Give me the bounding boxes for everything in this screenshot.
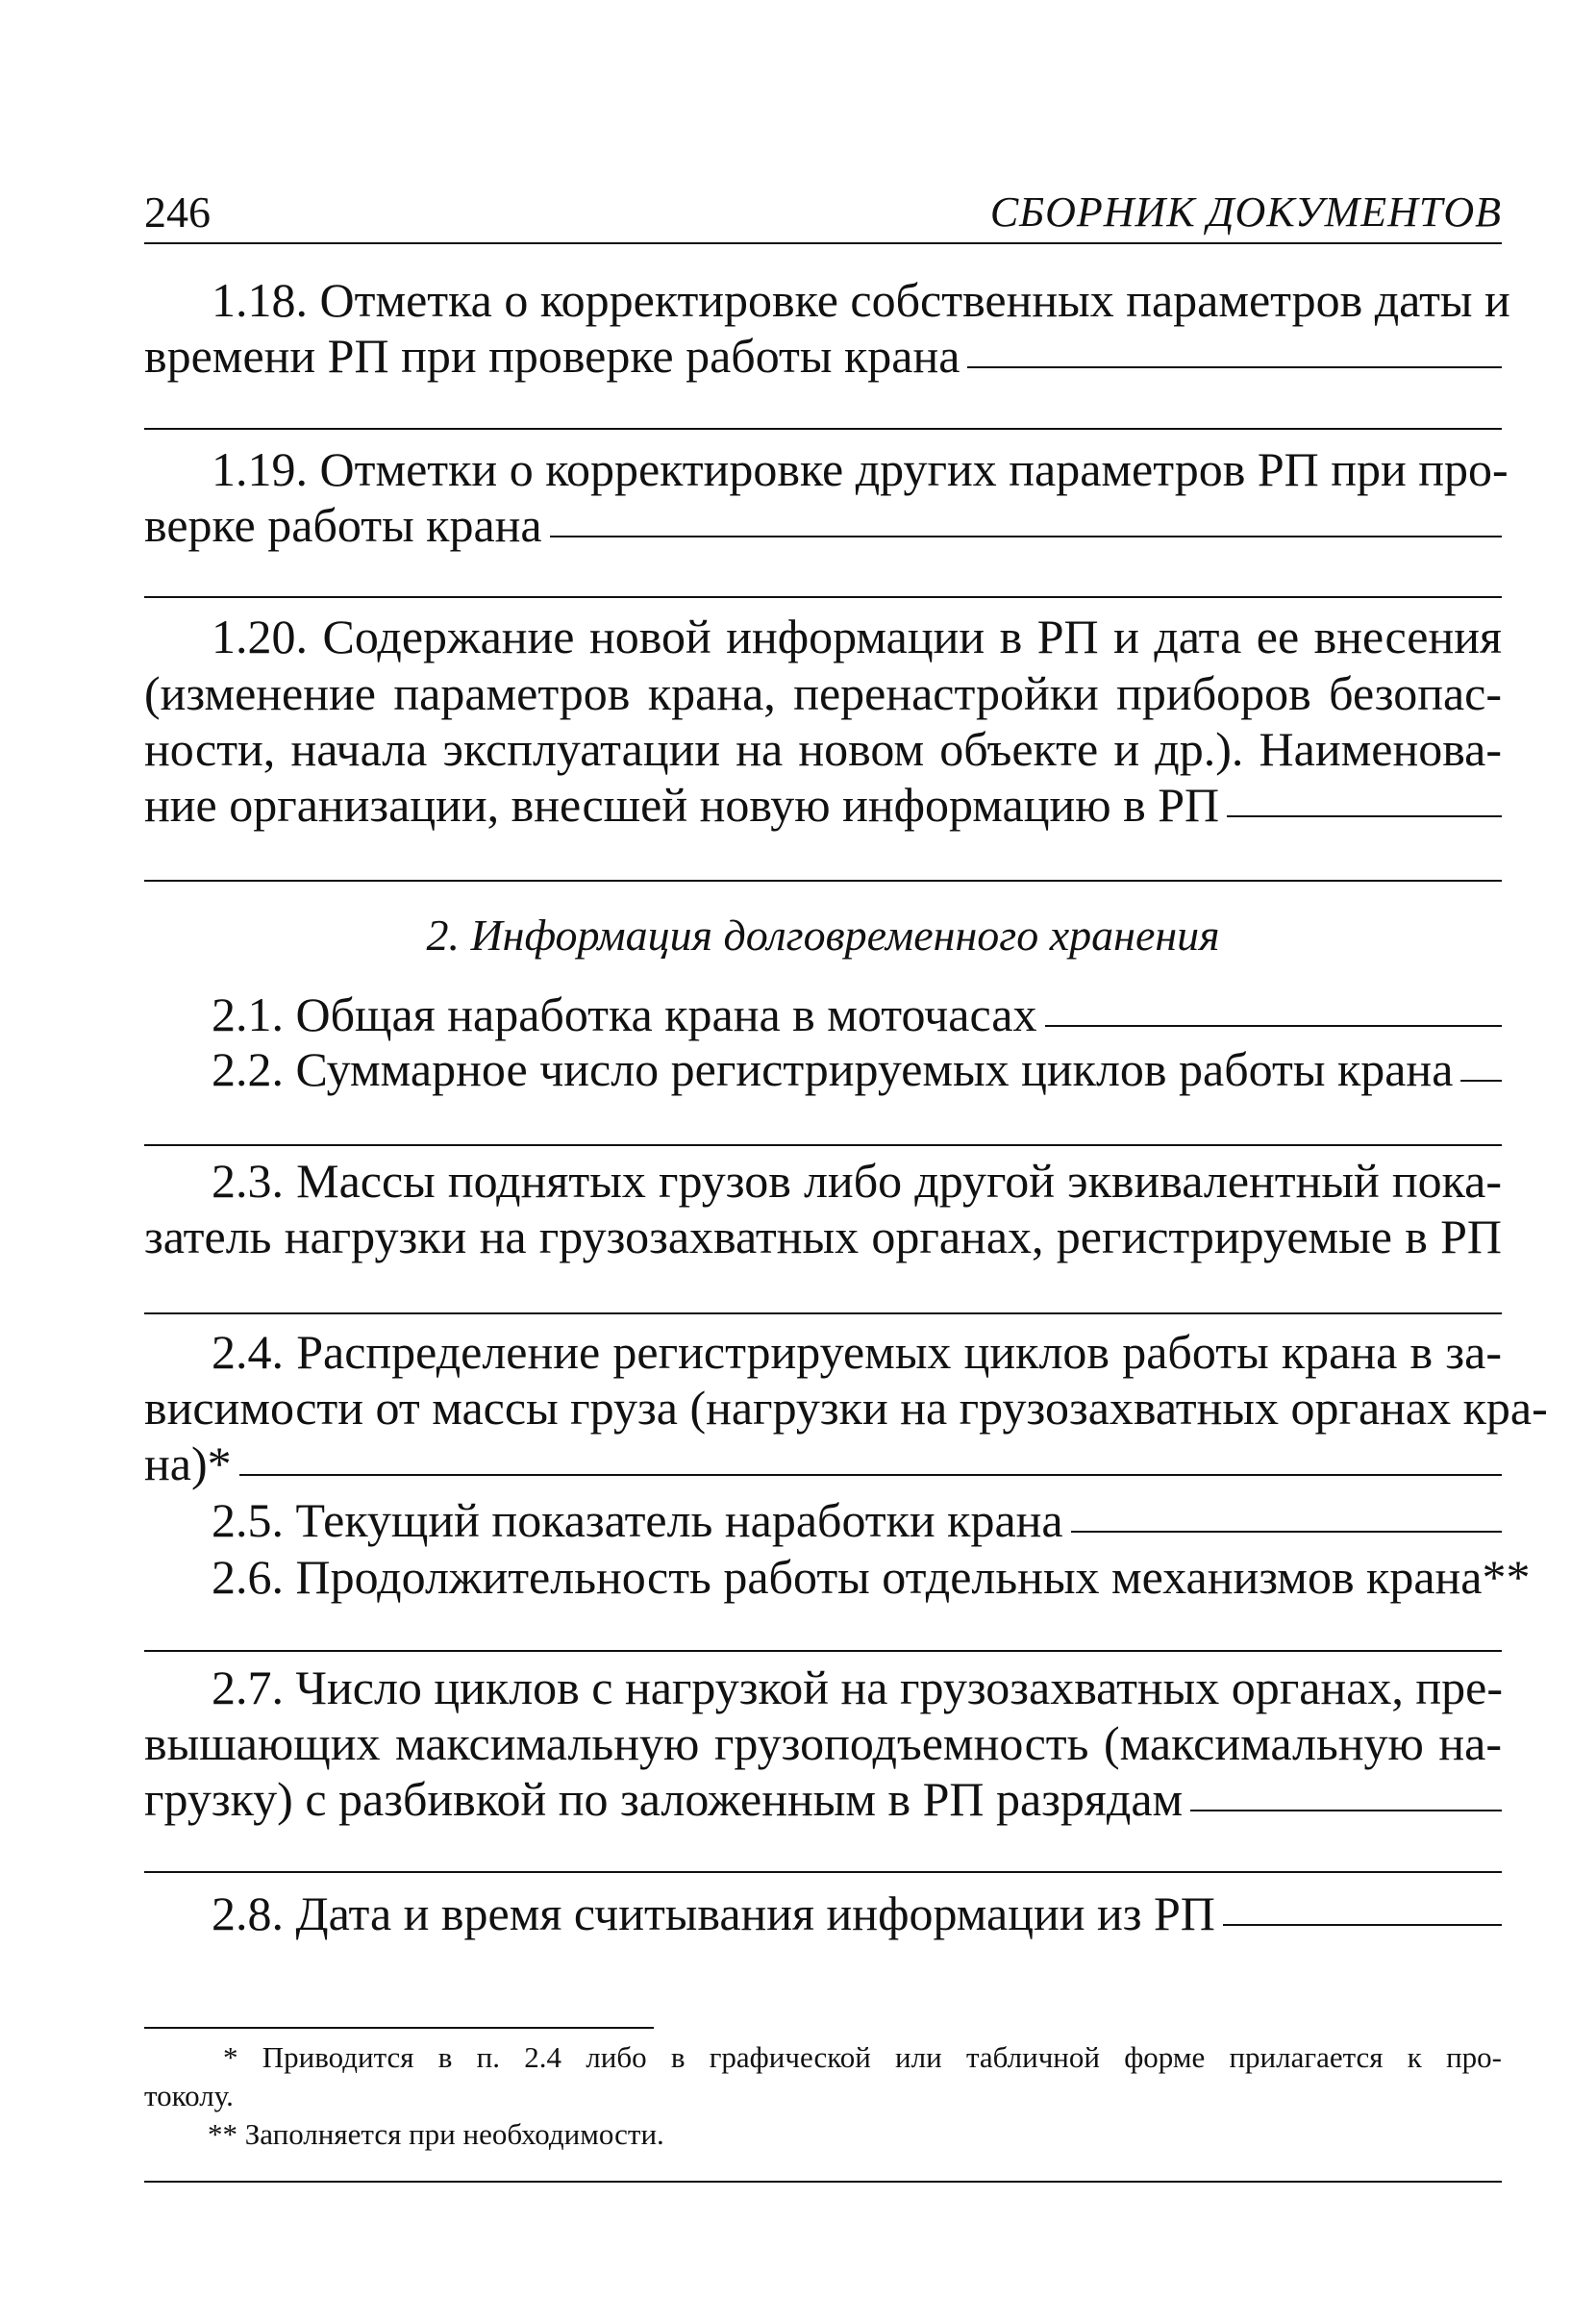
fill-line — [550, 536, 1502, 537]
item-2-7-line3-text: грузку) с разбивкой по заложенным в РП разрядам — [144, 1772, 1184, 1826]
page-number: 246 — [144, 187, 211, 237]
item-1-18-line1: 1.18. Отметка о корректировке собственных параметров даты и — [212, 273, 1510, 327]
fill-line — [239, 1474, 1502, 1476]
item-1-19-line2 — [144, 498, 1502, 553]
bottom-rule — [144, 2181, 1502, 2183]
fill-line — [1223, 1924, 1502, 1926]
section-2-title: 2. Информация долговременного хранения — [426, 911, 1220, 960]
item-2-4-line2: висимости от массы груза (нагрузки на грузозахватных органах кра- — [144, 1381, 1548, 1435]
blank-rule — [144, 1871, 1502, 1873]
item-2-8 — [144, 1886, 1502, 1941]
footnote-1-line1: * Приводится в п. 2.4 либо в графической или табличной форме прилагается к про- — [223, 2040, 1502, 2074]
item-2-3-line2: затель нагрузки на грузозахватных органах, регистрируемые в РП — [144, 1210, 1502, 1263]
item-2-4-line3-text: на)* — [144, 1436, 232, 1490]
item-1-20-line4 — [144, 778, 1502, 833]
blank-rule — [144, 1312, 1502, 1314]
blank-rule — [144, 428, 1502, 430]
item-2-5-text: 2.5. Текущий показатель наработки крана — [212, 1493, 1063, 1547]
blank-rule — [144, 1144, 1502, 1146]
running-title: СБОРНИК ДОКУМЕНТОВ — [989, 188, 1502, 236]
item-1-20-line3: ности, начала эксплуатации на новом объекте и др.). Наименова- — [144, 722, 1502, 776]
fill-line — [1071, 1531, 1502, 1533]
fill-line — [1227, 815, 1502, 817]
item-2-1-text: 2.1. Общая наработка крана в моточасах — [212, 987, 1037, 1041]
blank-rule — [144, 596, 1502, 598]
item-1-19-line1: 1.19. Отметки о корректировке других параметров РП при про- — [212, 442, 1509, 496]
item-2-8-text: 2.8. Дата и время считывания информации из РП — [212, 1886, 1215, 1940]
item-2-7-line1: 2.7. Число циклов с нагрузкой на грузозахватных органах, пре- — [212, 1661, 1504, 1714]
footnote-separator — [144, 2027, 654, 2029]
blank-rule — [144, 880, 1502, 882]
item-2-7-line3 — [144, 1772, 1502, 1827]
footnote-1-line2: токолу. — [144, 2079, 234, 2112]
header-rule — [144, 242, 1502, 244]
footnote-2: ** Заполняется при необходимости. — [208, 2117, 664, 2151]
item-2-3-line1: 2.3. Массы поднятых грузов либо другой эквивалентный пока- — [212, 1154, 1502, 1208]
item-2-4-line3 — [144, 1436, 1502, 1491]
fill-line — [1045, 1025, 1503, 1027]
item-1-20-line1: 1.20. Содержание новой информации в РП и дата ее внесения — [212, 610, 1502, 663]
fill-line — [1460, 1080, 1502, 1082]
item-2-2 — [144, 1042, 1502, 1097]
item-2-5 — [144, 1493, 1502, 1548]
fill-line — [1190, 1810, 1502, 1811]
item-1-18-line2-text: времени РП при проверке работы крана — [144, 329, 960, 383]
blank-rule — [144, 1650, 1502, 1652]
item-1-19-line2-text: верке работы крана — [144, 498, 542, 552]
item-1-18-line2 — [144, 329, 1502, 384]
item-2-1 — [144, 987, 1502, 1042]
item-2-2-text: 2.2. Суммарное число регистрируемых циклов работы крана — [212, 1042, 1454, 1096]
item-2-6: 2.6. Продолжительность работы отдельных механизмов крана** — [212, 1550, 1531, 1604]
item-1-20-line2: (изменение параметров крана, перенастройки приборов безопас- — [144, 666, 1502, 720]
item-2-7-line2: вышающих максимальную грузоподъемность (максимальную на- — [144, 1716, 1502, 1770]
fill-line — [967, 366, 1502, 368]
item-1-20-line4-text: ние организации, внесшей новую информацию в РП — [144, 778, 1220, 832]
item-2-4-line1: 2.4. Распределение регистрируемых циклов работы крана в за- — [212, 1325, 1502, 1379]
